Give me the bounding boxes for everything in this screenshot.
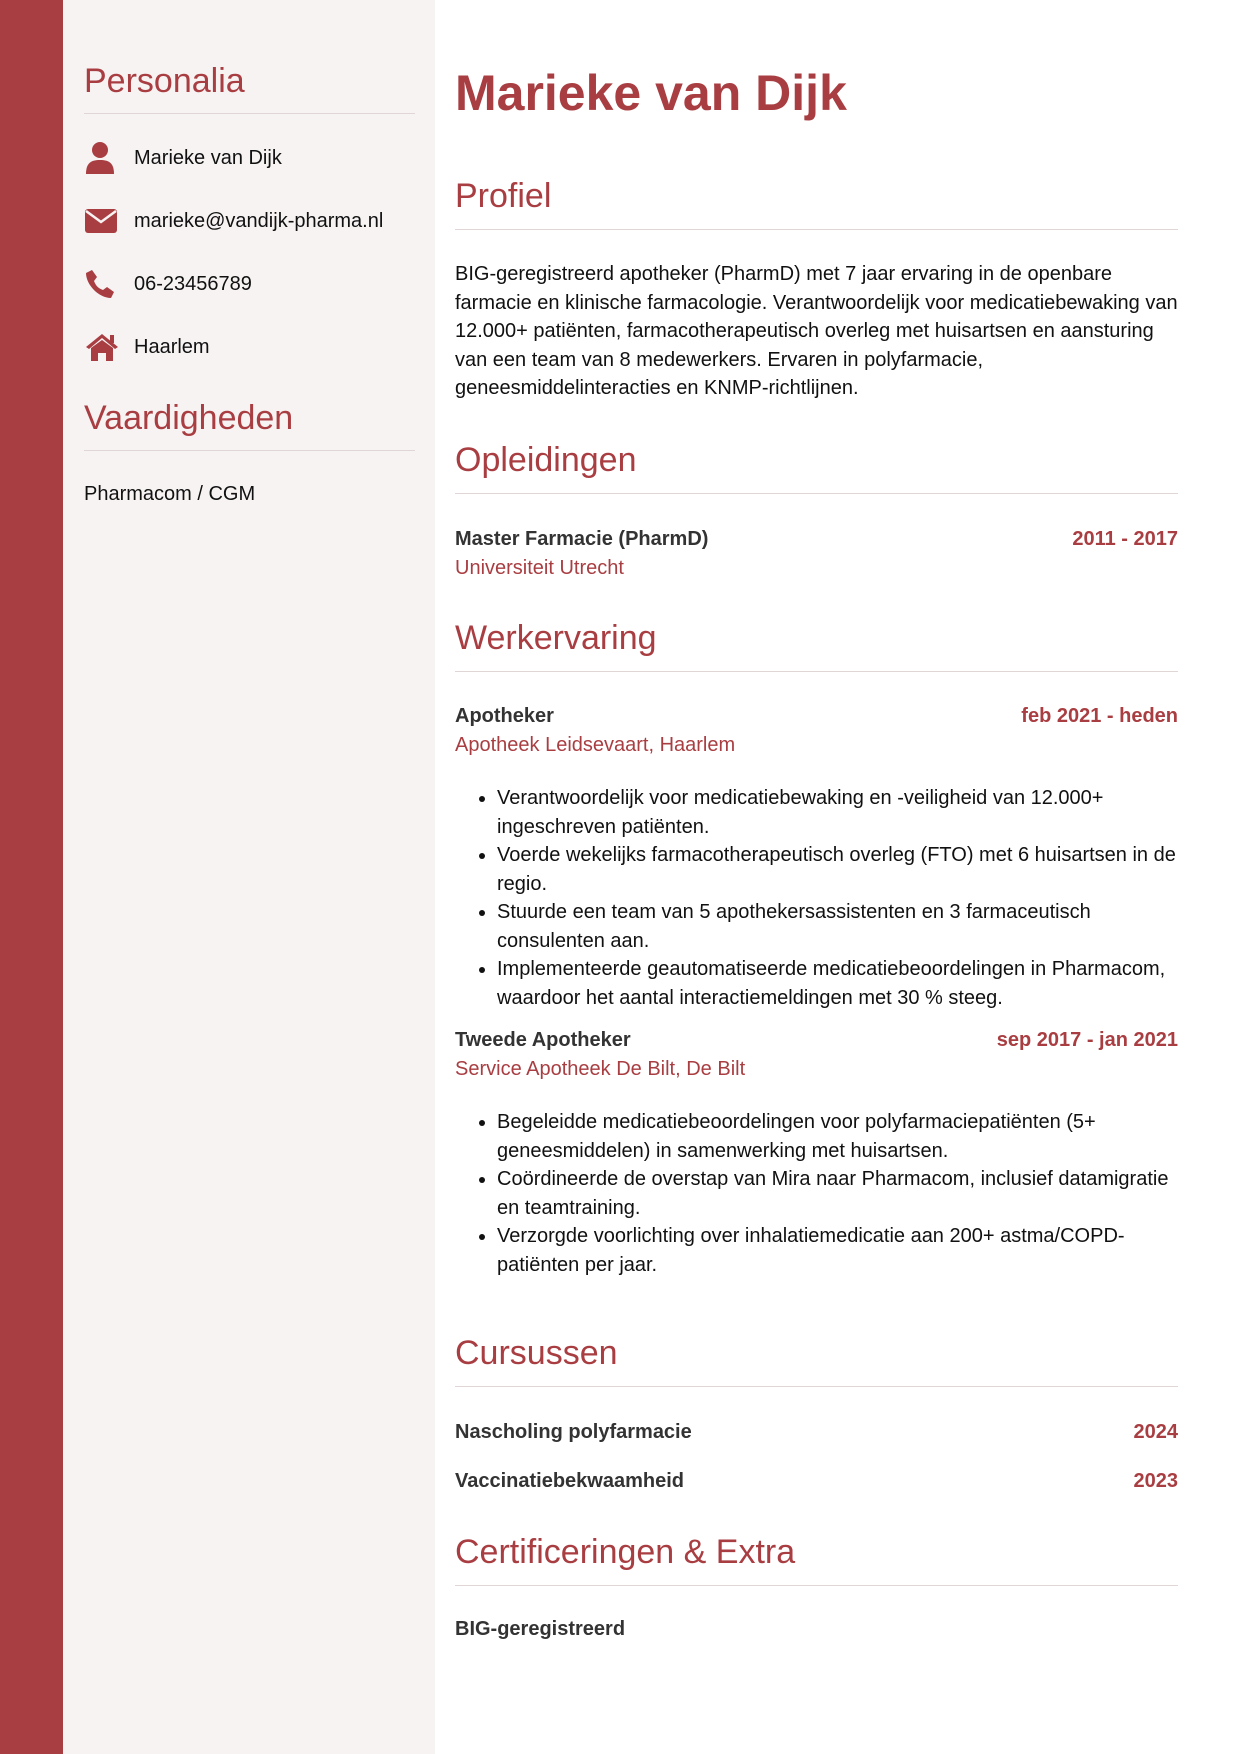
contact-name-text: Marieke van Dijk <box>134 146 282 169</box>
accent-stripe <box>0 0 63 1754</box>
work-title: Apotheker <box>455 705 554 728</box>
certs-section <box>455 1534 1178 1641</box>
contact-city-text: Haarlem <box>134 335 210 358</box>
user-icon <box>84 140 120 176</box>
envelope-icon <box>84 203 120 239</box>
work-entry <box>455 1029 1178 1279</box>
work-bullets <box>455 784 1178 1012</box>
work-section <box>455 620 1178 1279</box>
work-entry <box>455 705 1178 1012</box>
work-date: feb 2021 - heden <box>1021 705 1178 728</box>
home-icon <box>84 329 120 365</box>
work-title: Tweede Apotheker <box>455 1029 631 1052</box>
work-date: sep 2017 - jan 2021 <box>996 1029 1178 1052</box>
courses-heading: Cursussen <box>455 1335 1178 1387</box>
work-bullet: • Coördineerde de overstap van Mira naar Pharmacom, inclusief datamigratie en teamtraining. <box>497 1165 1178 1222</box>
profile-heading: Profiel <box>455 178 1178 230</box>
profile-text: BIG-geregistreerd apotheker (PharmD) met 7 jaar ervaring in de openbare farmacie en klinische farmacologie. Verantwoordelijk voor medicatiebewaking van 12.000+ patiënten, farmacotherapeutisch overleg met huisartsen en aansturing van een team van 8 medewerkers. Ervaren in polyfarmacie, geneesmiddelinteracties en KNMP-richtlijnen. <box>455 263 1178 400</box>
education-section <box>455 442 1178 580</box>
education-entry <box>455 528 1178 580</box>
work-bullet: • Verzorgde voorlichting over inhalatiemedicatie aan 200+ astma/COPD-patiënten per jaar. <box>497 1222 1178 1279</box>
sidebar <box>63 0 435 1754</box>
work-org: Service Apotheek De Bilt, De Bilt <box>455 1058 746 1081</box>
certs-heading: Certificeringen & Extra <box>455 1534 1178 1586</box>
contact-city <box>84 327 415 367</box>
work-bullet: • Verantwoordelijk voor medicatiebewaking en -veiligheid van 12.000+ ingeschreven patiënten. <box>497 784 1178 841</box>
course-title: Vaccinatiebekwaamheid <box>455 1470 685 1493</box>
contact-list <box>84 138 415 367</box>
work-org: Apotheek Leidsevaart, Haarlem <box>455 734 736 757</box>
page-title: Marieke van Dijk <box>455 65 847 121</box>
skills-heading: Vaardigheden <box>84 399 415 451</box>
course-title: Nascholing polyfarmacie <box>455 1421 692 1444</box>
skill-item: Pharmacom / CGM <box>84 483 256 505</box>
education-title: Master Farmacie (PharmD) <box>455 528 709 551</box>
phone-icon <box>84 266 120 302</box>
contact-email[interactable] <box>84 201 415 241</box>
work-heading: Werkervaring <box>455 620 1178 672</box>
work-bullet: • Begeleidde medicatiebeoordelingen voor polyfarmaciepatiënten (5+ geneesmiddelen) in samenwerking met huisartsen. <box>497 1108 1178 1165</box>
profile-section <box>455 178 1178 403</box>
work-bullet: • Voerde wekelijks farmacotherapeutisch overleg (FTO) met 6 huisartsen in de regio. <box>497 841 1178 898</box>
cert-item: BIG-geregistreerd <box>455 1618 626 1641</box>
contact-email-text[interactable]: marieke@vandijk-pharma.nl <box>134 209 384 232</box>
education-heading: Opleidingen <box>455 442 1178 494</box>
personalia-heading: Personalia <box>84 62 415 114</box>
work-bullets <box>455 1108 1178 1279</box>
contact-phone[interactable] <box>84 264 415 304</box>
work-bullet: • Stuurde een team van 5 apothekersassistenten en 3 farmaceutisch consulenten aan. <box>497 898 1178 955</box>
work-bullet: • Implementeerde geautomatiseerde medicatiebeoordelingen in Pharmacom, waardoor het aantal interactiemeldingen met 30 % steeg. <box>497 955 1178 1012</box>
contact-phone-text[interactable]: 06-23456789 <box>134 272 252 295</box>
education-org: Universiteit Utrecht <box>455 557 624 580</box>
courses-section <box>455 1335 1178 1493</box>
course-year: 2024 <box>1133 1421 1178 1444</box>
course-year: 2023 <box>1133 1470 1178 1493</box>
course-row <box>455 1470 1178 1493</box>
course-row <box>455 1421 1178 1444</box>
education-date: 2011 - 2017 <box>1072 528 1178 551</box>
contact-name <box>84 138 415 178</box>
